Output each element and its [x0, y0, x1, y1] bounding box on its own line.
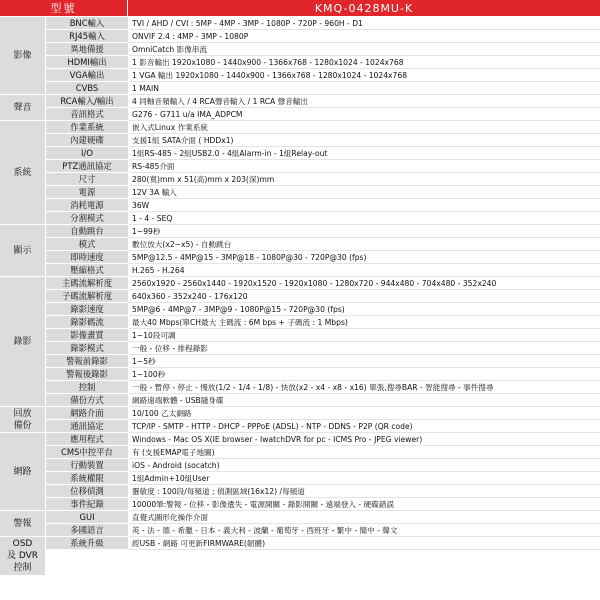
spec-label: HDMI輸出	[46, 56, 128, 69]
spec-value: 36W	[129, 199, 600, 212]
spec-value: TVI / AHD / CVI : 5MP - 4MP - 3MP - 1080P - 720P - 960H - D1	[129, 17, 600, 30]
spec-label: 警報後錄影	[46, 368, 128, 381]
spec-label: 內建硬碟	[46, 134, 128, 147]
spec-value: 網路遠端軟體 - USB隨身碟	[129, 394, 600, 407]
spec-row	[0, 537, 600, 550]
spec-label: 音訊格式	[46, 108, 128, 121]
spec-row	[0, 69, 600, 82]
model-label-header: 型號	[0, 0, 128, 16]
spec-row	[0, 446, 600, 459]
category-cell: 網路	[0, 433, 45, 511]
spec-value: 1~10段可調	[129, 329, 600, 342]
spec-row	[0, 212, 600, 225]
spec-row	[0, 251, 600, 264]
spec-row	[0, 147, 600, 160]
spec-label: 應用程式	[46, 433, 128, 446]
spec-label: 影像畫質	[46, 329, 128, 342]
spec-row	[0, 498, 600, 511]
spec-value: OmniCatch 影像串流	[129, 43, 600, 56]
spec-value: 1組RS-485 - 2組USB2.0 - 4組Alarm-in - 1組Relay-out	[129, 147, 600, 160]
spec-row	[0, 160, 600, 173]
spec-label: 備份方式	[46, 394, 128, 407]
spec-label: 自動跳台	[46, 225, 128, 238]
spec-row	[0, 342, 600, 355]
spec-value: 有 (支援EMAP電子地圖)	[129, 446, 600, 459]
spec-row	[0, 43, 600, 56]
spec-row	[0, 186, 600, 199]
spec-row	[0, 17, 600, 30]
spec-label: VGA輸出	[46, 69, 128, 82]
category-cell: 回放 備份	[0, 407, 45, 433]
spec-label: 尺寸	[46, 173, 128, 186]
spec-value: 2560x1920 - 2560x1440 - 1920x1520 - 1920x1080 - 1280x720 - 944x480 - 704x480 - 352x240	[129, 277, 600, 290]
spec-value: 嵌入式Linux 作業系統	[129, 121, 600, 134]
spec-row	[0, 290, 600, 303]
spec-label: GUI	[46, 511, 128, 524]
spec-row	[0, 472, 600, 485]
spec-value: iOS - Android (socatch)	[129, 459, 600, 472]
spec-label: 異地備援	[46, 43, 128, 56]
spec-label: I/O	[46, 147, 128, 160]
spec-label: 分割模式	[46, 212, 128, 225]
spec-label: 多國語言	[46, 524, 128, 537]
spec-row	[0, 56, 600, 69]
spec-label: 壓縮格式	[46, 264, 128, 277]
spec-row	[0, 420, 600, 433]
spec-label: 模式	[46, 238, 128, 251]
spec-value: 1~100秒	[129, 368, 600, 381]
spec-label: 事件紀錄	[46, 498, 128, 511]
category-cell: OSD 及 DVR 控制	[0, 537, 45, 576]
spec-value: 1 MAIN	[129, 82, 600, 95]
spec-label: 控制	[46, 381, 128, 394]
spec-row	[0, 394, 600, 407]
spec-label: 系統升級	[46, 537, 128, 550]
spec-label: 即時速度	[46, 251, 128, 264]
spec-value: G276 - G711 u/a IMA_ADPCM	[129, 108, 600, 121]
spec-label: 錄影速度	[46, 303, 128, 316]
category-cell: 影像	[0, 17, 45, 95]
spec-value: 經USB - 網路 可更新FIRMWARE(韌體)	[129, 537, 600, 550]
spec-row	[0, 82, 600, 95]
spec-value: 640x360 - 352x240 - 176x120	[129, 290, 600, 303]
spec-value: 最大40 Mbps(單CH最大 主碼流 : 6M bps + 子碼流 : 1 Mbps)	[129, 316, 600, 329]
spec-value: 1 VGA 輸出 1920x1080 - 1440x900 - 1366x768 - 1280x1024 - 1024x768	[129, 69, 600, 82]
spec-value: 1組Admin+10組User	[129, 472, 600, 485]
spec-row	[0, 30, 600, 43]
spec-row	[0, 134, 600, 147]
spec-label: 作業系統	[46, 121, 128, 134]
spec-label: 網路介面	[46, 407, 128, 420]
spec-label: RCA輸入/輸出	[46, 95, 128, 108]
spec-label: 錄影模式	[46, 342, 128, 355]
spec-value: ONVIF 2.4 : 4MP - 3MP - 1080P	[129, 30, 600, 43]
spec-row	[0, 524, 600, 537]
spec-label: 警報前錄影	[46, 355, 128, 368]
category-cell: 顯示	[0, 225, 45, 277]
spec-value: 10/100 乙太網路	[129, 407, 600, 420]
category-cell: 警報	[0, 511, 45, 537]
spec-row	[0, 329, 600, 342]
spec-label: 消耗電源	[46, 199, 128, 212]
spec-value: H.265 - H.264	[129, 264, 600, 277]
spec-label: 行動裝置	[46, 459, 128, 472]
category-cell: 系統	[0, 121, 45, 225]
spec-label: RJ45輸入	[46, 30, 128, 43]
spec-row	[0, 316, 600, 329]
spec-value: 1~99秒	[129, 225, 600, 238]
spec-value: 支援1組 SATA介面 ( HDDx1)	[129, 134, 600, 147]
spec-value: TCP/IP - SMTP - HTTP - DHCP - PPPoE (ADSL) - NTP - DDNS - P2P (QR code)	[129, 420, 600, 433]
spec-label: CVBS	[46, 82, 128, 95]
spec-value: 靈敏度 : 100段/每頻道 ; 偵測區域(16x12) /每頻道	[129, 485, 600, 498]
category-cell: 聲音	[0, 95, 45, 121]
spec-value: 一般 - 暫停 - 停止 - 慢放(1/2 - 1/4 - 1/8) - 快放(x2 - x4 - x8 - x16) 單張,搜尋BAR - 智能搜尋 - 事件搜尋	[129, 381, 600, 394]
spec-row	[0, 225, 600, 238]
spec-row	[0, 95, 600, 108]
spec-row	[0, 368, 600, 381]
spec-row	[0, 199, 600, 212]
spec-row	[0, 433, 600, 446]
spec-value: 4 同軸音頻輸入 / 4 RCA聲音輸入 / 1 RCA 聲音輸出	[129, 95, 600, 108]
spec-value: 一般 - 位移 - 排程錄影	[129, 342, 600, 355]
spec-row	[0, 381, 600, 394]
spec-value: 5MP@6 - 4MP@7 - 3MP@9 - 1080P@15 - 720P@30 (fps)	[129, 303, 600, 316]
spec-row	[0, 511, 600, 524]
model-name-header: KMQ-0428MU-K	[128, 0, 600, 16]
spec-value: 英 - 法 - 德 - 希臘 - 日本 - 義大利 - 波蘭 - 葡萄牙 - 西班牙 - 繁中 - 簡中 - 韓文	[129, 524, 600, 537]
spec-label: 錄影碼流	[46, 316, 128, 329]
spec-value: 10000筆:警報 - 位移 - 影像遺失 - 電源開關 - 錄影開關 - 遠端登入 - 硬碟錯誤	[129, 498, 600, 511]
spec-row	[0, 238, 600, 251]
spec-value: 數位放大(x2~x5) - 自動跳台	[129, 238, 600, 251]
spec-label: 子碼流解析度	[46, 290, 128, 303]
spec-row	[0, 108, 600, 121]
spec-value: Windows - Mac OS X(IE browser - IwatchDVR for pc - ICMS Pro - JPEG viewer)	[129, 433, 600, 446]
spec-value: 5MP@12.5 - 4MP@15 - 3MP@18 - 1080P@30 - 720P@30 (fps)	[129, 251, 600, 264]
spec-row	[0, 173, 600, 186]
spec-label: 電源	[46, 186, 128, 199]
spec-row	[0, 121, 600, 134]
spec-row	[0, 485, 600, 498]
spec-label: BNC輸入	[46, 17, 128, 30]
spec-row	[0, 303, 600, 316]
spec-value: 1~5秒	[129, 355, 600, 368]
spec-value: RS-485介面	[129, 160, 600, 173]
spec-label: 通訊協定	[46, 420, 128, 433]
spec-value: 280(寬)mm x 51(高)mm x 203(深)mm	[129, 173, 600, 186]
spec-label: CMS中控平台	[46, 446, 128, 459]
spec-label: 位移偵測	[46, 485, 128, 498]
spec-value: 直覺式圖形化操作介面	[129, 511, 600, 524]
spec-row	[0, 277, 600, 290]
spec-row	[0, 459, 600, 472]
spec-label: 主碼流解析度	[46, 277, 128, 290]
spec-row	[0, 264, 600, 277]
spec-row	[0, 355, 600, 368]
category-cell: 錄影	[0, 277, 45, 407]
spec-value: 1 - 4 - SEQ	[129, 212, 600, 225]
spec-value: 12V 3A 輸入	[129, 186, 600, 199]
spec-row	[0, 407, 600, 420]
spec-label: PTZ通訊協定	[46, 160, 128, 173]
spec-label: 系統權限	[46, 472, 128, 485]
spec-value: 1 影音輸出 1920x1080 - 1440x900 - 1366x768 - 1280x1024 - 1024x768	[129, 56, 600, 69]
